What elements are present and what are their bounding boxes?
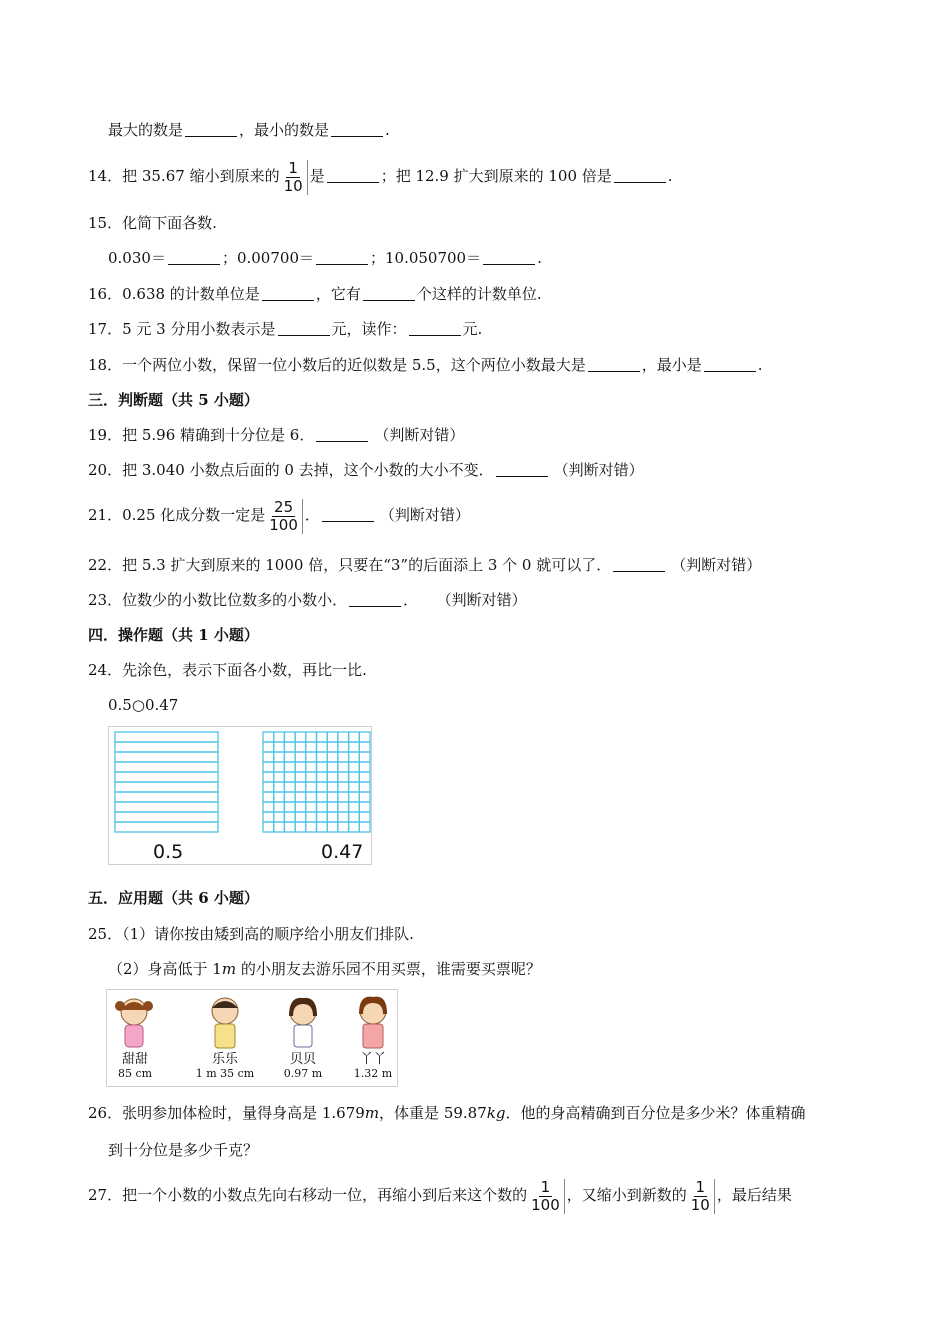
hundredth-cell[interactable] — [359, 752, 370, 762]
q14-blank-2[interactable] — [614, 168, 666, 183]
hundredths-grid[interactable] — [263, 732, 370, 832]
hundredth-cell[interactable] — [295, 782, 306, 792]
section-judgement-title: 三．判断题（共 5 小题） — [88, 391, 259, 409]
fraction-25-100: $\frac{25}{100}$ — [267, 499, 303, 534]
q15-blank-2[interactable] — [316, 250, 368, 265]
q13-blank-1[interactable] — [185, 122, 237, 137]
hundredth-cell[interactable] — [306, 762, 317, 772]
hundredth-cell[interactable] — [284, 802, 295, 812]
q23-line: 23．位数少的小数比位数多的小数小． ． （判断对错） — [88, 591, 527, 609]
tenth-strip[interactable] — [115, 752, 218, 762]
kid-height: 85 cm — [117, 1067, 153, 1080]
hundredth-cell[interactable] — [317, 792, 328, 802]
kid-height: 0.97 m — [283, 1067, 323, 1080]
hundredth-cell[interactable] — [274, 742, 285, 752]
hundredth-cell[interactable] — [284, 772, 295, 782]
q27-line: 27．把一个小数的小数点先向右移动一位，再缩小到后来这个数的 $\frac{1}{100}$ ，又缩小到新数的 $\frac{1}{10}$ ，最后结果 — [88, 1177, 792, 1214]
q15-blank-1[interactable] — [168, 250, 220, 265]
hundredth-cell[interactable] — [317, 812, 328, 822]
hundredth-cell[interactable] — [317, 772, 328, 782]
hundredth-cell[interactable] — [263, 792, 274, 802]
q26-line-1: 26．张明参加体检时，量得身高是 1.679m，体重是 59.87kg．他的身高精确到百分位是多少米？体重精确 — [88, 1104, 806, 1122]
label-0-47: 0.47 — [321, 841, 364, 863]
q13-line: 最大的数是 ，最小的数是 . — [108, 121, 390, 139]
hundredth-cell[interactable] — [263, 782, 274, 792]
hundredth-cell[interactable] — [349, 732, 360, 742]
q16-line: 16．0.638 的计数单位是 ，它有 个这样的计数单位. — [88, 285, 542, 303]
hundredth-cell[interactable] — [338, 762, 349, 772]
hundredth-cell[interactable] — [274, 812, 285, 822]
hundredth-cell[interactable] — [349, 782, 360, 792]
label-0-5: 0.5 — [153, 841, 184, 863]
hundredth-cell[interactable] — [306, 822, 317, 832]
q22-blank[interactable] — [613, 557, 665, 572]
hundredth-cell[interactable] — [306, 792, 317, 802]
hundredth-cell[interactable] — [317, 762, 328, 772]
tenth-strip[interactable] — [115, 782, 218, 792]
tenths-grid[interactable] — [115, 732, 218, 832]
hundredth-cell[interactable] — [306, 812, 317, 822]
q14-blank-1[interactable] — [327, 168, 379, 183]
kid-name: 甜甜 — [121, 1052, 148, 1067]
kid-name: 乐乐 — [211, 1052, 238, 1067]
tenth-strip[interactable] — [115, 762, 218, 772]
hundredth-cell[interactable] — [274, 782, 285, 792]
q19-blank[interactable] — [316, 427, 368, 442]
q18-blank-1[interactable] — [588, 357, 640, 372]
q16-blank-2[interactable] — [363, 286, 415, 301]
hundredth-cell[interactable] — [327, 782, 338, 792]
hundredth-cell[interactable] — [263, 732, 274, 742]
hundredth-cell[interactable] — [295, 762, 306, 772]
tenth-strip[interactable] — [115, 822, 218, 832]
hundredth-cell[interactable] — [327, 802, 338, 812]
hundredth-cell[interactable] — [359, 782, 370, 792]
q25-part1: 25．（1）请你按由矮到高的顺序给小朋友们排队. — [88, 925, 414, 943]
hundredth-cell[interactable] — [359, 742, 370, 752]
hundredth-cell[interactable] — [306, 742, 317, 752]
hundredth-cell[interactable] — [274, 822, 285, 832]
hundredth-cell[interactable] — [338, 782, 349, 792]
hundredth-cell[interactable] — [284, 782, 295, 792]
tenth-strip[interactable] — [115, 812, 218, 822]
hundredth-cell[interactable] — [263, 752, 274, 762]
hundredth-cell[interactable] — [349, 792, 360, 802]
hundredth-cell[interactable] — [274, 772, 285, 782]
q24-title: 24．先涂色，表示下面各小数，再比一比. — [88, 661, 367, 679]
q19-line: 19．把 5.96 精确到十分位是 6． （判断对错） — [88, 426, 465, 444]
hundredth-cell[interactable] — [263, 822, 274, 832]
hundredth-cell[interactable] — [327, 752, 338, 762]
hundredth-cell[interactable] — [338, 822, 349, 832]
hundredth-cell[interactable] — [327, 822, 338, 832]
q23-blank[interactable] — [349, 592, 401, 607]
hundredth-cell[interactable] — [327, 742, 338, 752]
q26-line-2: 到十分位是多少千克？ — [108, 1141, 259, 1159]
q17-blank-1[interactable] — [278, 321, 330, 336]
hundredth-cell[interactable] — [338, 742, 349, 752]
q18-line: 18．一个两位小数，保留一位小数后的近似数是 5.5，这个两位小数最大是 ，最小是 . — [88, 356, 763, 374]
q15-line: 0.030＝ ；0.00700＝ ；10.050700＝ . — [108, 249, 542, 267]
q16-blank-1[interactable] — [262, 286, 314, 301]
hundredth-cell[interactable] — [349, 822, 360, 832]
hundredth-cell[interactable] — [274, 792, 285, 802]
hundredth-cell[interactable] — [306, 772, 317, 782]
hundredth-cell[interactable] — [284, 762, 295, 772]
hundredth-cell[interactable] — [295, 812, 306, 822]
fraction-1-10: $\frac{1}{10}$ — [282, 160, 308, 195]
q13-blank-2[interactable] — [331, 122, 383, 137]
hundredth-cell[interactable] — [263, 742, 274, 752]
q17-blank-2[interactable] — [409, 321, 461, 336]
hundredth-cell[interactable] — [317, 742, 328, 752]
hundredth-cell[interactable] — [327, 762, 338, 772]
hundredth-cell[interactable] — [317, 732, 328, 742]
tenth-strip[interactable] — [115, 742, 218, 752]
hundredth-cell[interactable] — [359, 802, 370, 812]
hundredth-cell[interactable] — [317, 802, 328, 812]
hundredth-cell[interactable] — [317, 782, 328, 792]
hundredth-cell[interactable] — [359, 812, 370, 822]
kid-beibei-illustration — [283, 994, 323, 1050]
hundredth-cell[interactable] — [349, 772, 360, 782]
kid-height: 1.32 m — [353, 1067, 393, 1080]
hundredth-cell[interactable] — [338, 732, 349, 742]
q24-compare: 0.5○0.47 — [108, 696, 179, 714]
hundredth-cell[interactable] — [349, 752, 360, 762]
fraction-1-10: $\frac{1}{10}$ — [689, 1179, 715, 1214]
hundredth-cell[interactable] — [284, 822, 295, 832]
q21-blank[interactable] — [322, 507, 374, 522]
hundredth-cell[interactable] — [359, 732, 370, 742]
hundredth-cell[interactable] — [317, 752, 328, 762]
hundredth-cell[interactable] — [274, 802, 285, 812]
hundredth-cell[interactable] — [338, 792, 349, 802]
hundredth-cell[interactable] — [359, 822, 370, 832]
hundredth-cell[interactable] — [295, 772, 306, 782]
hundredth-cell[interactable] — [349, 742, 360, 752]
hundredth-cell[interactable] — [338, 812, 349, 822]
hundredth-cell[interactable] — [338, 752, 349, 762]
tenth-strip[interactable] — [115, 772, 218, 782]
q17-line: 17．5 元 3 分用小数表示是 元，读作： 元. — [88, 320, 483, 338]
kid-tiantian-illustration — [114, 994, 154, 1050]
hundredth-cell[interactable] — [349, 802, 360, 812]
hundredth-cell[interactable] — [274, 752, 285, 762]
hundredth-cell[interactable] — [263, 802, 274, 812]
q18-blank-2[interactable] — [704, 357, 756, 372]
hundredth-cell[interactable] — [359, 762, 370, 772]
q15-title: 15．化简下面各数. — [88, 214, 217, 232]
hundredth-cell[interactable] — [349, 812, 360, 822]
hundredth-cell[interactable] — [327, 732, 338, 742]
shading-grids-figure — [108, 726, 372, 865]
hundredth-cell[interactable] — [327, 812, 338, 822]
q21-line: 21．0.25 化成分数一定是 $\frac{25}{100}$ ． （判断对错） — [88, 497, 470, 534]
hundredth-cell[interactable] — [295, 752, 306, 762]
hundredth-cell[interactable] — [306, 732, 317, 742]
hundredth-cell[interactable] — [295, 732, 306, 742]
section-application-title: 五．应用题（共 6 小题） — [88, 889, 259, 907]
hundredth-cell[interactable] — [284, 812, 295, 822]
hundredth-cell[interactable] — [295, 742, 306, 752]
hundredth-cell[interactable] — [263, 762, 274, 772]
hundredth-cell[interactable] — [317, 822, 328, 832]
hundredth-cell[interactable] — [338, 772, 349, 782]
q20-blank[interactable] — [496, 462, 548, 477]
hundredth-cell[interactable] — [284, 732, 295, 742]
hundredth-cell[interactable] — [327, 772, 338, 782]
hundredth-cell[interactable] — [349, 762, 360, 772]
kid-lele-illustration — [205, 992, 245, 1050]
fraction-1-100: $\frac{1}{100}$ — [529, 1179, 565, 1214]
hundredth-cell[interactable] — [306, 782, 317, 792]
tenth-strip[interactable] — [115, 802, 218, 812]
q15-blank-3[interactable] — [483, 250, 535, 265]
hundredth-cell[interactable] — [327, 792, 338, 802]
hundredth-cell[interactable] — [359, 792, 370, 802]
hundredth-cell[interactable] — [295, 822, 306, 832]
hundredth-cell[interactable] — [284, 742, 295, 752]
kid-name: 贝贝 — [289, 1052, 316, 1067]
hundredth-cell[interactable] — [295, 792, 306, 802]
hundredth-cell[interactable] — [263, 772, 274, 782]
q22-line: 22．把 5.3 扩大到原来的 1000 倍，只要在“3”的后面添上 3 个 0 就可以了． （判断对错） — [88, 556, 762, 574]
hundredth-cell[interactable] — [306, 752, 317, 762]
hundredth-cell[interactable] — [284, 752, 295, 762]
hundredth-cell[interactable] — [263, 812, 274, 822]
hundredth-cell[interactable] — [359, 772, 370, 782]
hundredth-cell[interactable] — [274, 732, 285, 742]
kids-figure — [106, 989, 398, 1087]
hundredth-cell[interactable] — [295, 802, 306, 812]
kid-name: 丫丫 — [359, 1052, 386, 1067]
hundredth-cell[interactable] — [306, 802, 317, 812]
hundredth-cell[interactable] — [338, 802, 349, 812]
kid-height: 1 m 35 cm — [195, 1067, 255, 1080]
kid-yaya-illustration — [353, 992, 393, 1050]
q20-line: 20．把 3.040 小数点后面的 0 去掉，这个小数的大小不变． （判断对错） — [88, 461, 644, 479]
hundredth-cell[interactable] — [284, 792, 295, 802]
q14-line: 14．把 35.67 缩小到原来的 $\frac{1}{10}$ 是 ；把 12.9 扩大到原来的 100 倍是 . — [88, 158, 673, 195]
section-operation-title: 四．操作题（共 1 小题） — [88, 626, 259, 644]
hundredth-cell[interactable] — [274, 762, 285, 772]
tenth-strip[interactable] — [115, 792, 218, 802]
tenth-strip[interactable] — [115, 732, 218, 742]
q25-part2: （2）身高低于 1m 的小朋友去游乐园不用买票，谁需要买票呢？ — [108, 960, 541, 978]
